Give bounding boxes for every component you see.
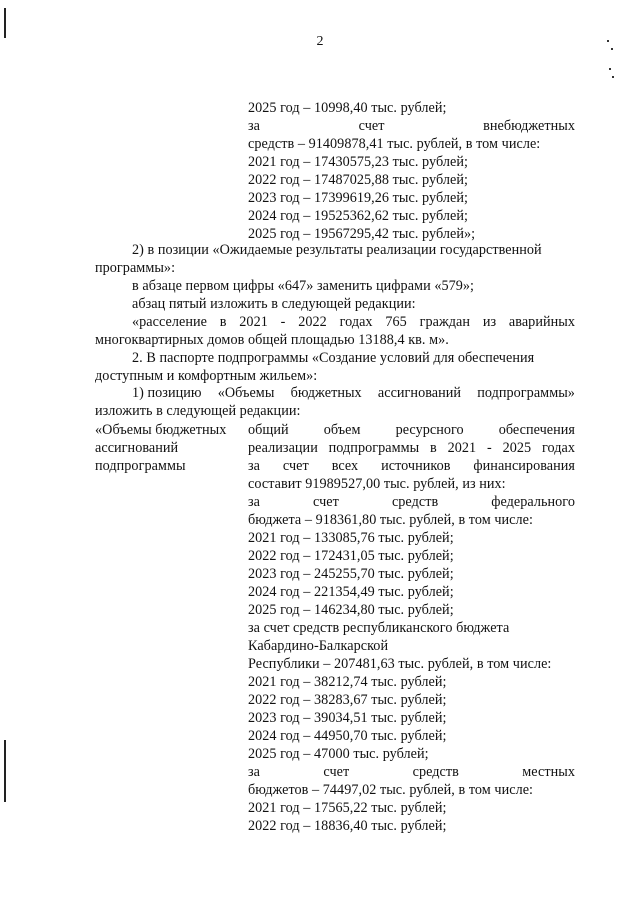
word: годах xyxy=(541,440,575,456)
scan-edge-mark-bottom xyxy=(4,740,6,802)
paragraph-line: абзац пятый изложить в следующей редакции: xyxy=(132,296,416,312)
word: финансирования xyxy=(473,458,575,474)
word: внебюджетных xyxy=(483,118,575,134)
word: подпрограммы» xyxy=(477,385,575,401)
word: бюджетных xyxy=(290,385,362,401)
text-line: средств – 91409878,41 тыс. рублей, в том числе: xyxy=(248,136,541,152)
page-number: 2 xyxy=(316,34,324,49)
table-text-line-justified xyxy=(248,439,575,457)
word: объем xyxy=(323,422,361,438)
word: ассигнований xyxy=(377,385,462,401)
word: «Объемы xyxy=(217,385,275,401)
word: в xyxy=(430,440,437,456)
word: местных xyxy=(522,764,575,780)
word: 2022 xyxy=(298,314,327,330)
word: 1) позицию xyxy=(132,385,202,401)
table-text-line: 2021 год – 17565,22 тыс. рублей; xyxy=(248,800,447,816)
table-text-line: составит 91989527,00 тыс. рублей, из них: xyxy=(248,476,506,492)
table-text-line: 2021 год – 38212,74 тыс. рублей; xyxy=(248,674,447,690)
word: счет xyxy=(358,118,385,134)
text-line: 2021 год – 17430575,23 тыс. рублей; xyxy=(248,154,468,170)
word: «расселение xyxy=(132,314,207,330)
word: в xyxy=(219,314,227,330)
paragraph-line: доступным и комфортным жильем»: xyxy=(95,368,318,384)
table-text-line: 2023 год – 245255,70 тыс. рублей; xyxy=(248,566,454,582)
word: федерального xyxy=(491,494,575,510)
word: за xyxy=(248,764,261,780)
word: средств xyxy=(391,494,439,510)
word: обеспечения xyxy=(498,422,575,438)
word: - xyxy=(280,314,286,330)
word: 2025 xyxy=(502,440,532,456)
word: счет xyxy=(323,764,350,780)
paragraph-line: программы»: xyxy=(95,260,176,276)
word: общий xyxy=(248,422,289,438)
word: 2021 xyxy=(447,440,477,456)
word: за xyxy=(248,494,261,510)
word: средств xyxy=(412,764,459,780)
scan-speck xyxy=(612,76,614,78)
table-text-line-justified xyxy=(248,763,575,781)
paragraph-line: в абзаце первом цифры «647» заменить цифрами «579»; xyxy=(132,278,475,294)
table-text-line: 2024 год – 221354,49 тыс. рублей; xyxy=(248,584,454,600)
paragraph-line: многоквартирных домов общей площадью 13188,4 кв. м». xyxy=(95,332,449,348)
table-text-line: 2022 год – 172431,05 тыс. рублей; xyxy=(248,548,454,564)
word: источников xyxy=(381,458,451,474)
paragraph-line-justified xyxy=(132,313,575,331)
word: - xyxy=(487,440,492,456)
table-text-line: за счет средств республиканского бюджета xyxy=(248,620,510,636)
text-line: 2025 год – 19567295,42 тыс. рублей»; xyxy=(248,226,476,242)
paragraph-line: 2. В паспорте подпрограммы «Создание условий для обеспечения xyxy=(132,350,535,366)
table-text-line: бюджетов – 74497,02 тыс. рублей, в том числе: xyxy=(248,782,534,798)
text-line: 2023 год – 17399619,26 тыс. рублей; xyxy=(248,190,468,206)
table-text-line: 2021 год – 133085,76 тыс. рублей; xyxy=(248,530,454,546)
scan-speck xyxy=(609,68,611,70)
table-text-line-justified xyxy=(248,457,575,475)
table-text-line: 2023 год – 39034,51 тыс. рублей; xyxy=(248,710,447,726)
word: счет xyxy=(282,458,309,474)
word: ресурсного xyxy=(395,422,464,438)
word: за xyxy=(248,118,261,134)
paragraph-line-justified xyxy=(132,384,575,402)
word: реализации xyxy=(248,440,318,456)
word: 2021 xyxy=(239,314,268,330)
word: всех xyxy=(331,458,359,474)
table-text-line: 2024 год – 44950,70 тыс. рублей; xyxy=(248,728,447,744)
paragraph-line: изложить в следующей редакции: xyxy=(95,403,301,419)
table-text-line-justified xyxy=(248,421,575,439)
table-text-line: Кабардино-Балкарской xyxy=(248,638,389,654)
table-text-line-justified xyxy=(248,493,575,511)
word: граждан xyxy=(419,314,471,330)
table-label-line: ассигнований xyxy=(95,440,179,456)
table-text-line: 2022 год – 38283,67 тыс. рублей; xyxy=(248,692,447,708)
table-label-line: подпрограммы xyxy=(95,458,186,474)
text-line: 2022 год – 17487025,88 тыс. рублей; xyxy=(248,172,468,188)
word: аварийных xyxy=(508,314,575,330)
text-line-justified xyxy=(248,117,575,135)
word: 765 xyxy=(385,314,407,330)
table-label-line: «Объемы бюджетных xyxy=(95,422,227,438)
table-text-line: 2022 год – 18836,40 тыс. рублей; xyxy=(248,818,447,834)
word: счет xyxy=(313,494,339,510)
word: подпрограммы xyxy=(328,440,420,456)
table-text-line: 2025 год – 47000 тыс. рублей; xyxy=(248,746,429,762)
table-text-line: Республики – 207481,63 тыс. рублей, в том числе: xyxy=(248,656,552,672)
word: за xyxy=(248,458,261,474)
text-line: 2024 год – 19525362,62 тыс. рублей; xyxy=(248,208,468,224)
text-line: 2025 год – 10998,40 тыс. рублей; xyxy=(248,100,447,116)
table-text-line: бюджета – 918361,80 тыс. рублей, в том числе: xyxy=(248,512,533,528)
word: из xyxy=(482,314,497,330)
table-text-line: 2025 год – 146234,80 тыс. рублей; xyxy=(248,602,454,618)
word: годах xyxy=(339,314,373,330)
paragraph-line: 2) в позиции «Ожидаемые результаты реализации государственной xyxy=(132,242,542,258)
